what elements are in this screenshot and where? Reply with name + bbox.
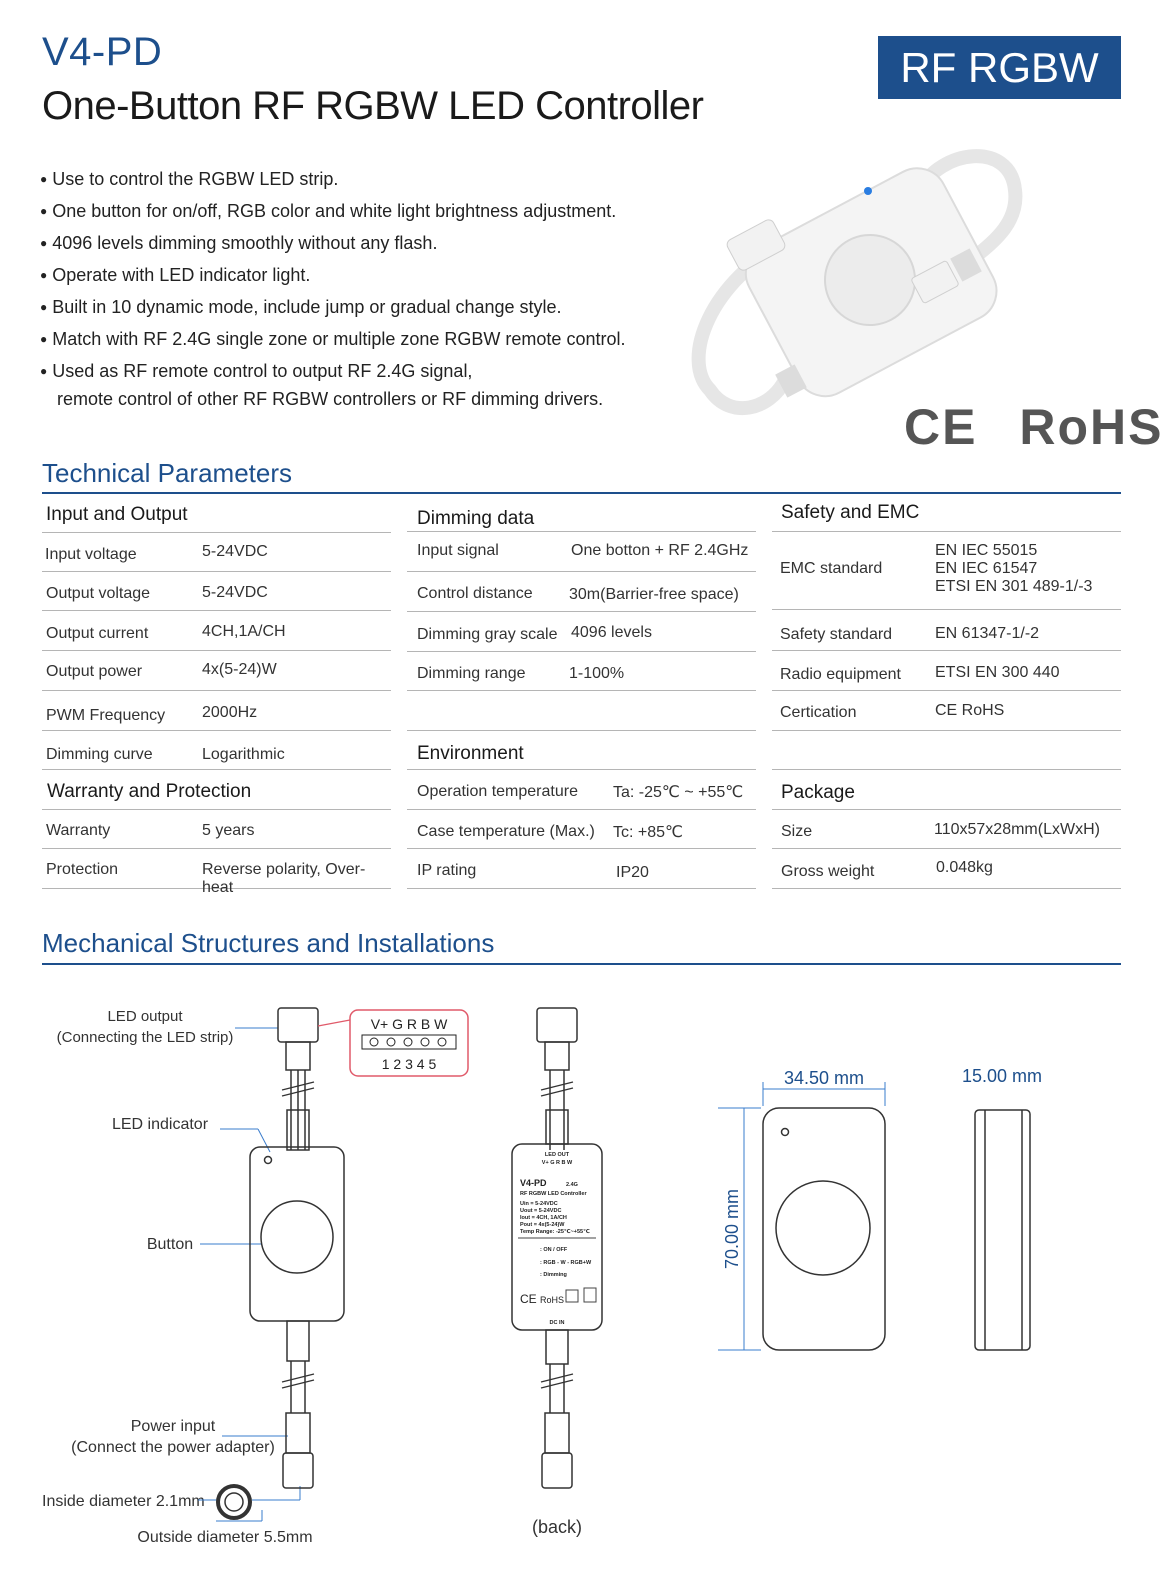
table-row	[772, 810, 1121, 849]
led-output-label: LED output	[107, 1008, 183, 1025]
safety-header: Safety and EMC	[781, 502, 920, 523]
param-value: 2000Hz	[202, 704, 258, 721]
table-row	[772, 651, 1121, 691]
back-spec-text: Pout = 4x(5-24)W	[520, 1222, 565, 1228]
table-row	[42, 533, 391, 572]
table-header-row	[42, 770, 391, 810]
param-label: PWM Frequency	[46, 707, 166, 724]
pin-numbers: 1 2 3 4 5	[381, 1056, 437, 1072]
param-label: Output power	[46, 663, 143, 680]
warranty-header: Warranty and Protection	[47, 781, 252, 802]
dc-in-text: DC IN	[549, 1320, 565, 1326]
back-model-text: V4-PD	[520, 1178, 547, 1188]
param-label: Input signal	[417, 542, 499, 559]
depth-dimension: 15.00 mm	[961, 1066, 1043, 1086]
led-indicator-label: LED indicator	[111, 1116, 209, 1133]
table-header-row	[407, 731, 756, 770]
table-row	[42, 810, 391, 849]
feature-item-continued: remote control of other RF RGBW controllers or RF dimming drivers.	[57, 389, 604, 409]
back-op-text: : Dimming	[540, 1272, 567, 1278]
param-label: Output voltage	[46, 585, 151, 602]
param-value: Logarithmic	[202, 746, 285, 763]
pin-labels: V+ G R B W	[370, 1016, 448, 1032]
param-label: Case temperature (Max.)	[417, 823, 595, 840]
table-row-empty	[407, 691, 756, 731]
back-op-text: : ON / OFF	[540, 1247, 568, 1253]
dimming-header: Dimming data	[417, 508, 535, 529]
certification-marks	[904, 398, 1163, 456]
param-value: Tc: +85℃	[613, 824, 683, 841]
param-value: IP20	[616, 864, 649, 881]
dimension-front-view	[763, 1108, 885, 1350]
param-label: Dimming curve	[46, 746, 153, 763]
param-value: EN IEC 61547	[935, 560, 1038, 577]
product-title: One-Button RF RGBW LED Controller	[42, 84, 704, 128]
input-output-header: Input and Output	[46, 504, 188, 525]
button-label: Button	[146, 1236, 194, 1253]
param-label: IP rating	[417, 862, 477, 879]
param-value: CE RoHS	[935, 702, 1005, 719]
height-dimension: 70.00 mm	[722, 1188, 742, 1270]
param-label: Gross weight	[781, 863, 875, 880]
param-value: One botton + RF 2.4GHz	[571, 542, 749, 559]
param-value: 4096 levels	[571, 624, 652, 641]
back-desc-text: RF RGBW LED Controller	[520, 1191, 587, 1197]
feature-item: ● Use to control the RGBW LED strip.	[40, 166, 625, 198]
param-value: 5-24VDC	[202, 584, 268, 601]
tech-params-title: Technical Parameters	[42, 458, 292, 488]
table-row	[772, 691, 1121, 731]
table-row	[407, 810, 756, 849]
back-ce-mark: CE	[520, 1292, 537, 1306]
param-label: Size	[781, 823, 813, 840]
param-value: 4CH,1A/CH	[202, 623, 286, 640]
table-row	[42, 731, 391, 770]
feature-item: ● One button for on/off, RGB color and white light brightness adjustment.	[40, 198, 625, 230]
back-rohs-mark: RoHS	[540, 1295, 565, 1305]
feature-item: ● 4096 levels dimming smoothly without any flash.	[40, 230, 625, 262]
table-header-row	[407, 494, 756, 532]
table-row	[42, 849, 391, 896]
mechanical-drawing	[0, 990, 1170, 1565]
param-label: Warranty	[46, 822, 111, 839]
table-row	[407, 572, 756, 612]
back-spec-text: Uout = 5-24VDC	[520, 1208, 562, 1214]
led-output-note: (Connecting the LED strip)	[56, 1029, 234, 1046]
param-value: 4x(5-24)W	[202, 661, 277, 678]
table-row	[42, 651, 391, 691]
feature-item: ● Built in 10 dynamic mode, include jump or gradual change style.	[40, 294, 625, 326]
back-pins-text: V+ G R B W	[541, 1160, 573, 1166]
feature-item: ● Operate with LED indicator light.	[40, 262, 625, 294]
table-row-empty	[772, 731, 1121, 770]
param-value: EN IEC 55015	[935, 542, 1038, 559]
power-input-note: (Connect the power adapter)	[71, 1439, 275, 1456]
table-row	[407, 849, 756, 889]
feature-item: ● Match with RF 2.4G single zone or multiple zone RGBW remote control.	[40, 326, 625, 358]
category-badge: RF RGBW	[878, 36, 1121, 99]
table-row	[42, 611, 391, 651]
param-value: 110x57x28mm(LxWxH)	[934, 821, 1100, 838]
led-out-text: LED OUT	[544, 1152, 570, 1158]
table-row	[407, 770, 756, 810]
param-value: EN 61347-1/-2	[935, 625, 1040, 642]
param-label: Output current	[46, 625, 149, 642]
back-spec-text: Iout = 4CH, 1A/CH	[520, 1215, 567, 1221]
package-header: Package	[781, 782, 855, 803]
ce-mark: CE	[904, 399, 978, 455]
param-label: Protection	[46, 861, 119, 878]
table-row	[772, 610, 1121, 651]
back-label-text	[520, 1152, 592, 1326]
back-freq-text: 2.4G	[566, 1182, 578, 1188]
table-row	[42, 691, 391, 731]
param-value-list	[935, 542, 1092, 596]
param-label: Dimming range	[417, 665, 526, 682]
table-header-row	[772, 494, 1121, 532]
power-input-label: Power input	[130, 1418, 216, 1435]
param-label: Operation temperature	[417, 783, 578, 800]
outside-diameter-label: Outside diameter 5.5mm	[137, 1529, 313, 1546]
param-value: 0.048kg	[936, 859, 993, 876]
table-header-row	[42, 494, 391, 533]
param-label: Control distance	[417, 585, 533, 602]
environment-header: Environment	[417, 743, 524, 764]
param-value: 5-24VDC	[202, 543, 268, 560]
param-label: Safety standard	[780, 626, 893, 643]
feature-list	[40, 166, 625, 418]
param-label: Radio equipment	[780, 666, 901, 683]
table-header-row	[772, 770, 1121, 810]
param-value: 30m(Barrier-free space)	[569, 586, 739, 603]
back-spec-text: Uin = 5-24VDC	[520, 1201, 558, 1207]
param-label: Input voltage	[45, 546, 137, 563]
mechanical-title: Mechanical Structures and Installations	[42, 928, 495, 958]
inside-diameter-label: Inside diameter 2.1mm	[42, 1493, 205, 1510]
width-dimension: 34.50 mm	[783, 1068, 865, 1088]
param-value: ETSI EN 301 489-1/-3	[935, 578, 1093, 595]
section-rule	[42, 963, 1121, 965]
param-label: Certication	[780, 704, 857, 721]
param-value: 5 years	[202, 822, 255, 839]
param-label: Dimming gray scale	[417, 626, 558, 643]
back-view-label: (back)	[531, 1517, 583, 1537]
side-view	[975, 1110, 1030, 1350]
feature-item: ● Used as RF remote control to output RF 2.4G signal,	[40, 358, 625, 390]
table-row	[407, 652, 756, 691]
table-row	[772, 532, 1121, 610]
table-row	[42, 572, 391, 611]
param-value: 1-100%	[569, 665, 625, 682]
product-photo	[670, 140, 1070, 440]
back-op-text: : RGB - W - RGB+W	[540, 1260, 592, 1266]
table-row	[407, 612, 756, 652]
param-value: Reverse polarity, Over-heat	[202, 861, 366, 896]
param-label: EMC standard	[780, 560, 883, 577]
table-row	[772, 849, 1121, 889]
table-row	[407, 532, 756, 572]
param-value: ETSI EN 300 440	[935, 664, 1060, 681]
back-spec-text: Temp Range: -25℃~+55℃	[520, 1229, 590, 1235]
param-value: Ta: -25℃ ~ +55℃	[613, 784, 744, 801]
rohs-mark: RoHS	[1019, 399, 1164, 455]
model-name: V4-PD	[42, 30, 163, 74]
